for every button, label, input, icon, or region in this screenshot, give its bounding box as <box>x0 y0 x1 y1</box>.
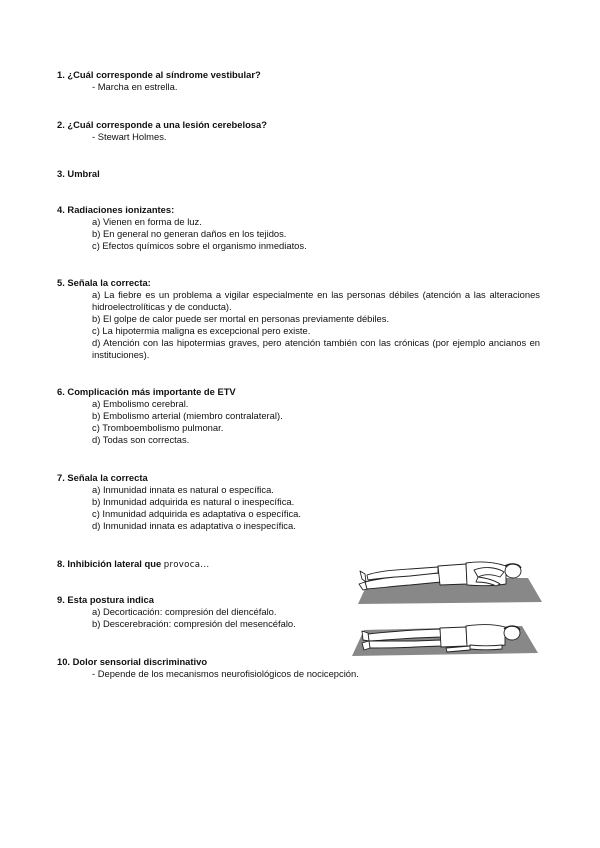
question-5-option-b: b) El golpe de calor puede ser mortal en personas previamente débiles. <box>92 313 390 324</box>
question-4-option-a: a) Vienen en forma de luz. <box>92 216 202 227</box>
question-4-option-b: b) En general no generan daños en los tejidos. <box>92 228 287 239</box>
decorticate-posture-figure <box>358 562 542 604</box>
question-1-answer: - Marcha en estrella. <box>92 81 178 92</box>
question-2-title: 2. ¿Cuál corresponde a una lesión cerebelosa? <box>57 119 267 130</box>
question-5-title: 5. Señala la correcta: <box>57 277 151 288</box>
question-4-option-c: c) Efectos químicos sobre el organismo inmediatos. <box>92 240 307 251</box>
question-6-option-c: c) Tromboembolismo pulmonar. <box>92 422 224 433</box>
question-5-option-c: c) La hipotermia maligna es excepcional pero existe. <box>92 325 311 336</box>
question-4-title: 4. Radiaciones ionizantes: <box>57 204 175 215</box>
question-7-option-a: a) Inmunidad innata es natural o específica. <box>92 484 274 495</box>
decerebrate-posture-figure <box>352 625 538 656</box>
question-9-option-b: b) Descerebración: compresión del mesencéfalo. <box>92 618 296 629</box>
question-7-option-d: d) Inmunidad innata es adaptativa o inespecífica. <box>92 520 296 531</box>
question-7-option-c: c) Inmunidad adquirida es adaptativa o específica. <box>92 508 301 519</box>
question-8-title-suffix: provoca... <box>163 560 210 570</box>
question-6-option-a: a) Embolismo cerebral. <box>92 398 189 409</box>
question-3-title: 3. Umbral <box>57 168 100 179</box>
question-10-answer: - Depende de los mecanismos neurofisiológicos de nocicepción. <box>92 668 359 679</box>
question-2-answer: - Stewart Holmes. <box>92 131 167 142</box>
question-6-option-d: d) Todas son correctas. <box>92 434 190 445</box>
question-7-option-b: b) Inmunidad adquirida es natural o inespecífica. <box>92 496 295 507</box>
question-6-title: 6. Complicación más importante de ETV <box>57 386 236 397</box>
question-5-option-a: a) La fiebre es un problema a vigilar especialmente en las personas débiles (atención a las alteraciones hidroelectrolíticas y de conducta). <box>92 289 540 312</box>
question-10-title: 10. Dolor sensorial discriminativo <box>57 656 208 667</box>
question-9-title: 9. Esta postura indica <box>57 594 154 605</box>
question-6-option-b: b) Embolismo arterial (miembro contralateral). <box>92 410 283 421</box>
question-9-option-a: a) Decorticación: compresión del diencéfalo. <box>92 606 277 617</box>
question-8-title-text: 8. Inhibición lateral que <box>57 558 162 569</box>
question-5-option-d: d) Atención con las hipotermias graves, pero atención también con las crónicas (por ejemplo ancianos en instituciones). <box>92 337 540 360</box>
question-1-title: 1. ¿Cuál corresponde al síndrome vestibular? <box>57 69 261 80</box>
question-7-title: 7. Señala la correcta <box>57 472 148 483</box>
